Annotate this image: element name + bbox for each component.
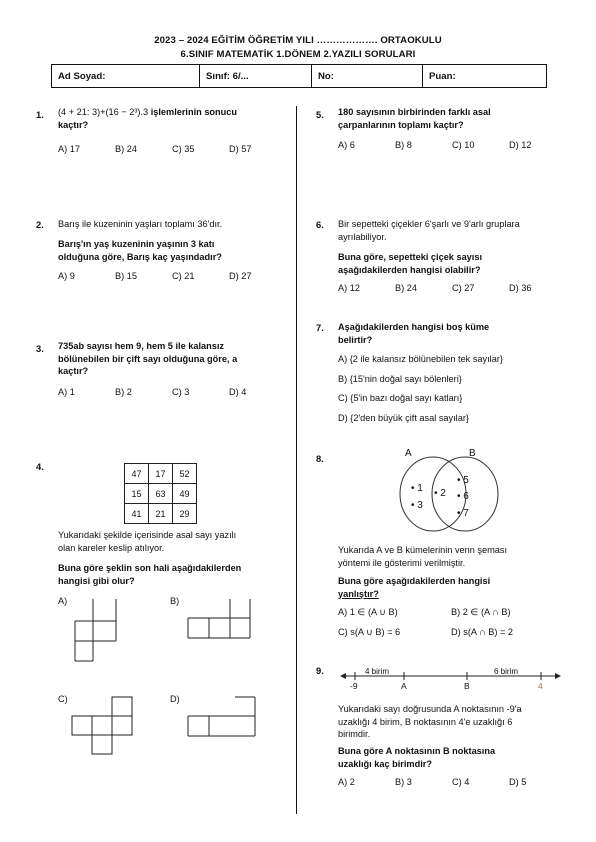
- option-a[interactable]: A) 1 ∈ (A ∪ B): [338, 607, 398, 617]
- number-grid: [124, 463, 197, 524]
- question-6-line4: aşağıdakilerden hangisi olabilir?: [338, 264, 481, 275]
- option-a-label[interactable]: A): [58, 596, 68, 606]
- question-2-line1: Barış ile kuzeninin yaşları toplamı 36'dır.: [58, 219, 223, 229]
- question-4-line3: Buna göre şeklin son hali aşağıdakilerden: [58, 563, 242, 573]
- b-only-element: • 5: [457, 475, 469, 486]
- question-5-number: 5.: [316, 109, 324, 120]
- option-d[interactable]: D) 36: [509, 283, 532, 293]
- question-5-text: [338, 106, 558, 131]
- segment-label-4: 4 birim: [365, 667, 390, 676]
- option-c[interactable]: C) {5'in bazı doğal sayı katları}: [338, 393, 463, 403]
- question-5-line2: çarpanlarının toplamı kaçtır?: [338, 119, 464, 130]
- question-6-line3: Buna göre, sepetteki çiçek sayısı: [338, 252, 483, 262]
- question-1-number: 1.: [36, 109, 44, 120]
- option-a[interactable]: A) 1: [58, 387, 75, 397]
- option-c[interactable]: C) 21: [172, 271, 195, 281]
- tick-label: 4: [538, 681, 543, 691]
- question-3-line3: kaçtır?: [58, 366, 89, 376]
- question-9-line3: birimdir.: [338, 729, 371, 739]
- question-9-line5: uzaklığı kaç birimdir?: [338, 758, 432, 769]
- question-6-text: [338, 218, 563, 243]
- option-d[interactable]: D) 12: [509, 140, 532, 150]
- question-9-line4: Buna göre A noktasının B noktasına: [338, 746, 496, 756]
- question-7-text: [338, 321, 563, 346]
- question-1-expression: (4 + 21: 3)+(16 − 2³).3: [58, 107, 149, 117]
- question-5-options: [338, 140, 566, 150]
- question-7-number: 7.: [316, 322, 324, 333]
- shape-option-a: [70, 594, 120, 664]
- question-4-line4: hangisi gibi olur?: [58, 575, 135, 586]
- option-a[interactable]: A) 9: [58, 271, 75, 281]
- grid-cell: 15: [125, 484, 149, 504]
- question-2-number: 2.: [36, 219, 44, 230]
- question-8-line3: Buna göre aşağıdakilerden hangisi: [338, 576, 491, 586]
- question-1-line2: kaçtır?: [58, 119, 89, 130]
- question-3-line2: bölünebilen bir çift sayı olduğuna göre, a: [58, 353, 238, 364]
- option-a[interactable]: A) 6: [338, 140, 355, 150]
- question-8-line2: yöntemi ile gösterimi verilmiştir.: [338, 557, 466, 568]
- question-4-text: [58, 529, 293, 554]
- grid-cell: 47: [125, 464, 149, 484]
- option-c[interactable]: C) 3: [172, 387, 190, 397]
- option-a[interactable]: A) 12: [338, 283, 360, 293]
- option-b[interactable]: B) 24: [115, 144, 137, 154]
- b-only-element: • 7: [457, 508, 469, 519]
- question-1-line1: işlemlerinin sonucu: [150, 107, 237, 117]
- option-d[interactable]: D) 4: [229, 387, 247, 397]
- tick-label: A: [401, 681, 407, 691]
- student-info-box: [51, 64, 547, 88]
- question-8-number: 8.: [316, 453, 324, 464]
- intersection-element: • 2: [434, 488, 446, 499]
- school-title: 2023 – 2024 EĞİTİM ÖĞRETİM YILI ………………. ORTAOKULU: [154, 35, 442, 46]
- question-2-options: [58, 271, 286, 281]
- option-c[interactable]: C) s(A ∪ B) = 6: [338, 627, 401, 637]
- option-b[interactable]: B) 2: [115, 387, 132, 397]
- question-2-line2: Barış'ın yaş kuzeninin yaşının 3 katı: [58, 239, 215, 249]
- question-9-options: [338, 777, 566, 787]
- shape-option-b: [183, 596, 263, 646]
- question-9-line2: uzaklığı 4 birim, B noktasının 4'e uzaklığı 6: [338, 716, 513, 727]
- number-field[interactable]: No:: [312, 65, 423, 87]
- grid-cell: 29: [173, 504, 197, 524]
- set-b-label: B: [469, 448, 476, 459]
- question-8-prompt: [338, 575, 563, 600]
- question-4-number: 4.: [36, 461, 44, 472]
- set-a-label: A: [405, 448, 412, 459]
- question-7-line1: Aşağıdakilerden hangisi boş küme: [338, 322, 490, 332]
- exam-title: 6.SINIF MATEMATİK 1.DÖNEM 2.YAZILI SORULARI: [180, 49, 416, 60]
- tick-label: -9: [350, 681, 358, 691]
- a-only-element: • 3: [411, 500, 423, 511]
- option-d[interactable]: D) s(A ∩ B) = 2: [451, 627, 513, 637]
- option-a[interactable]: A) {2 ile kalansız bölünebilen tek sayılar}: [338, 354, 503, 364]
- option-b[interactable]: B) 2 ∈ (A ∩ B): [451, 607, 511, 617]
- question-8-text: [338, 544, 563, 569]
- question-3-options: [58, 387, 286, 397]
- question-6-number: 6.: [316, 219, 324, 230]
- shape-option-d: [183, 694, 263, 742]
- grid-cell: 52: [173, 464, 197, 484]
- question-7-line2: belirtir?: [338, 334, 373, 345]
- option-c[interactable]: C) 4: [452, 777, 470, 787]
- option-b-label[interactable]: B): [170, 596, 180, 606]
- question-9-prompt: [338, 745, 568, 770]
- option-c-label[interactable]: C): [58, 694, 68, 704]
- question-6-prompt: [338, 251, 563, 276]
- question-4-line1: Yukarıdaki şekilde içerisinde asal sayı yazılı: [58, 530, 237, 540]
- question-2-line3: olduğuna göre, Barış kaç yaşındadır?: [58, 251, 222, 262]
- question-1-text: [58, 106, 288, 131]
- grid-cell: 21: [149, 504, 173, 524]
- option-c[interactable]: C) 10: [452, 140, 475, 150]
- option-b[interactable]: B) 24: [395, 283, 417, 293]
- question-3-number: 3.: [36, 343, 44, 354]
- question-8-line4: yanlıştır?: [338, 588, 379, 599]
- question-9-text: [338, 703, 568, 741]
- option-b[interactable]: B) 8: [395, 140, 412, 150]
- a-only-element: • 1: [411, 483, 423, 494]
- question-3-text: [58, 340, 293, 378]
- option-d[interactable]: D) 57: [229, 144, 252, 154]
- option-a[interactable]: A) 17: [58, 144, 80, 154]
- option-b[interactable]: B) 3: [395, 777, 412, 787]
- b-only-element: • 6: [457, 491, 469, 502]
- question-2-text: [58, 238, 293, 263]
- option-c[interactable]: C) 35: [172, 144, 195, 154]
- score-field[interactable]: Puan:: [429, 70, 456, 82]
- question-3-line1: 735ab sayısı hem 9, hem 5 ile kalansız: [58, 341, 224, 351]
- shape-option-c: [68, 694, 138, 756]
- grid-cell: 63: [149, 484, 173, 504]
- question-9-line1: Yukarıdaki sayı doğrusunda A noktasının -9'a: [338, 704, 522, 714]
- question-1-options: [58, 144, 286, 154]
- question-6-line1: Bir sepetteki çiçekler 6'şarlı ve 9'arlı gruplara: [338, 219, 520, 229]
- option-b[interactable]: B) {15'nin doğal sayı bölenleri}: [338, 374, 462, 384]
- name-field[interactable]: Ad Soyad:: [52, 65, 200, 87]
- tick-label: B: [464, 681, 470, 691]
- grid-cell: 49: [173, 484, 197, 504]
- segment-label-6: 6 birim: [494, 667, 519, 676]
- grid-cell: 17: [149, 464, 173, 484]
- class-field[interactable]: Sınıf: 6/...: [200, 65, 312, 87]
- grid-cell: 41: [125, 504, 149, 524]
- column-divider: [296, 106, 297, 814]
- option-d[interactable]: D) 27: [229, 271, 252, 281]
- option-d[interactable]: D) {2'den büyük çift asal sayılar}: [338, 413, 469, 423]
- option-d[interactable]: D) 5: [509, 777, 527, 787]
- question-8-line1: Yukarıda A ve B kümelerinin venn şeması: [338, 545, 508, 555]
- option-b[interactable]: B) 15: [115, 271, 137, 281]
- question-6-options: [338, 283, 566, 293]
- question-4-line2: olan kareler keslip atılıyor.: [58, 542, 165, 553]
- question-4-prompt: [58, 562, 293, 587]
- question-5-line1: 180 sayısının birbirinden farklı asal: [338, 107, 491, 117]
- question-9-number: 9.: [316, 665, 324, 676]
- option-c[interactable]: C) 27: [452, 283, 475, 293]
- option-a[interactable]: A) 2: [338, 777, 355, 787]
- option-d-label[interactable]: D): [170, 694, 180, 704]
- question-6-line2: ayrılabiliyor.: [338, 231, 387, 242]
